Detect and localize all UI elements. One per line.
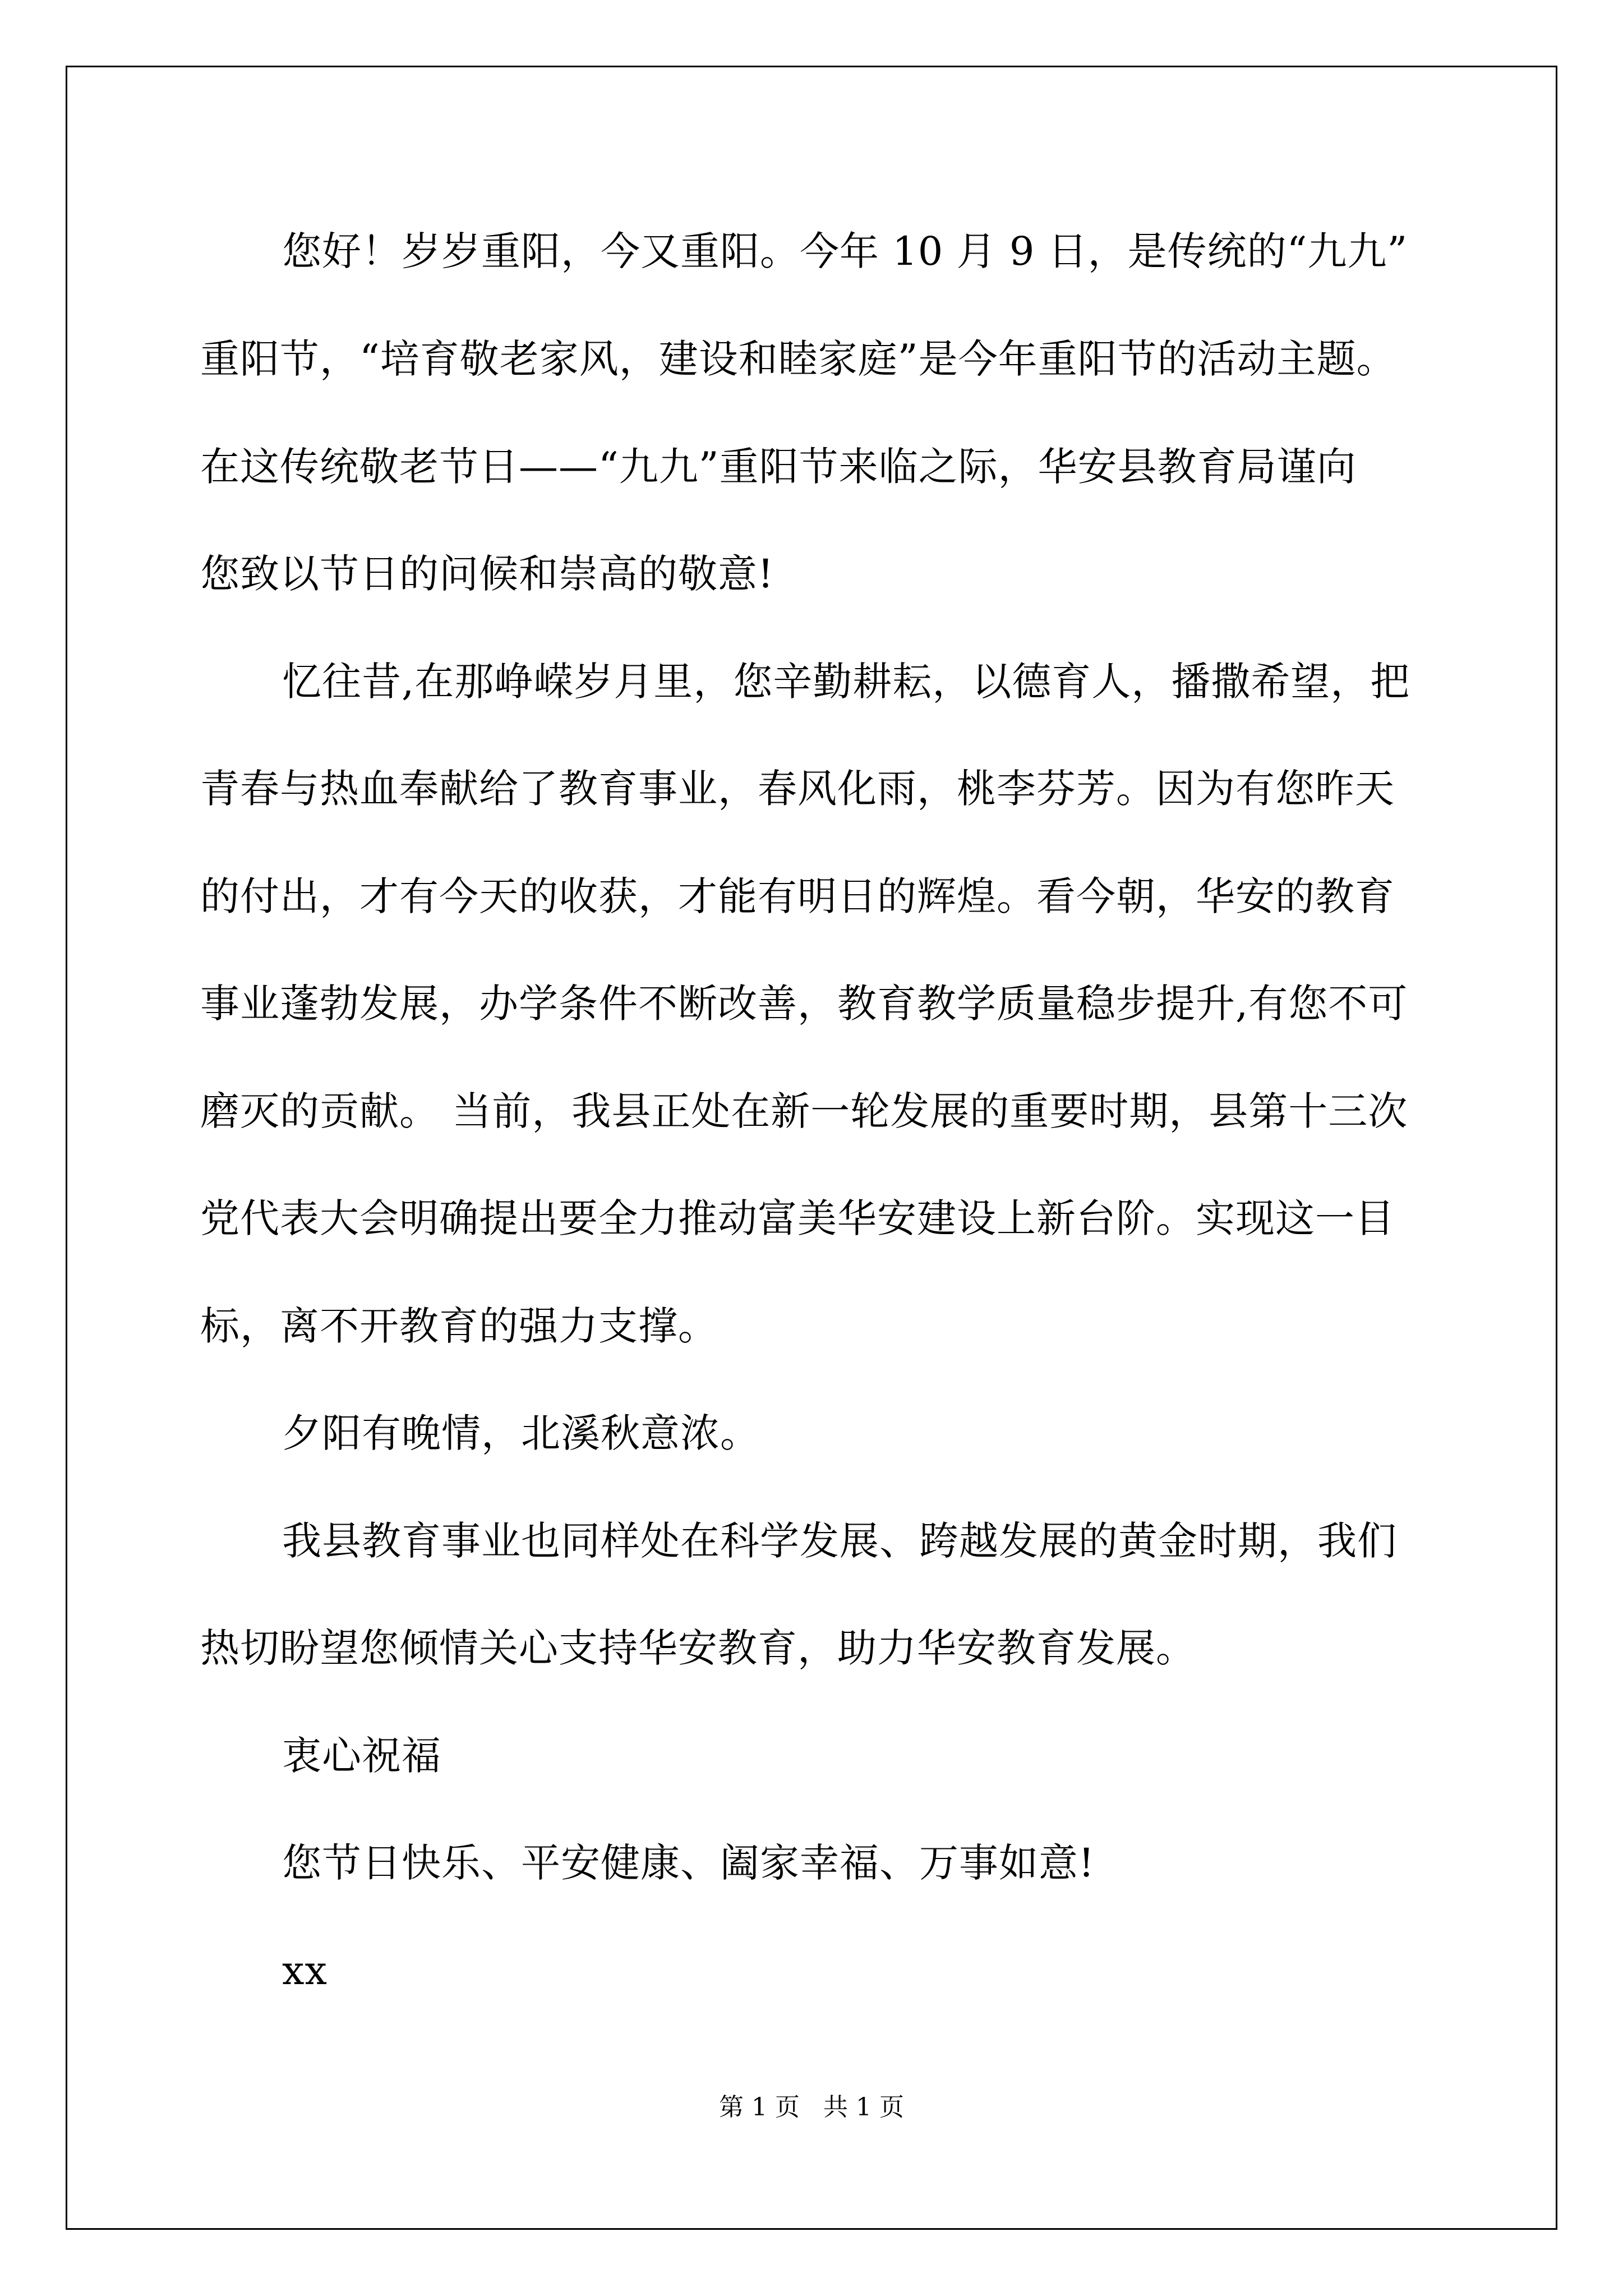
paragraph-2-line-7: 标，离不开教育的强力支撑。 — [200, 1303, 718, 1349]
paragraph-1-line-2: 重阳节，“培育敬老家风，建设和睦家庭”是今年重阳节的活动主题。 — [200, 336, 1396, 382]
signature: xx — [282, 1948, 328, 1994]
paragraph-2-line-4: 事业蓬勃发展，办学条件不断改善，教育教学质量稳步提升,有您不可 — [200, 981, 1408, 1027]
paragraph-4-line-1: 我县教育事业也同样处在科学发展、跨越发展的黄金时期，我们 — [282, 1518, 1397, 1564]
page-border — [66, 66, 1557, 2230]
paragraph-2-line-6: 党代表大会明确提出要全力推动富美华安建设上新台阶。实现这一目 — [200, 1195, 1395, 1241]
paragraph-2-line-3: 的付出，才有今天的收获，才能有明日的辉煌。看今朝，华安的教育 — [200, 873, 1395, 919]
paragraph-4-line-2: 热切盼望您倾情关心支持华安教育，助力华安教育发展。 — [200, 1625, 1196, 1671]
paragraph-1-line-1: 您好！岁岁重阳，今又重阳。今年 10 月 9 日，是传统的“九九” — [282, 228, 1408, 274]
blessing-text: 您节日快乐、平安健康、阖家幸福、万事如意! — [282, 1840, 1095, 1886]
paragraph-2-line-1: 忆往昔,在那峥嵘岁月里，您辛勤耕耘，以德育人，播撒希望，把 — [282, 659, 1410, 705]
paragraph-2-line-2: 青春与热血奉献给了教育事业，春风化雨，桃李芬芳。因为有您昨天 — [200, 766, 1395, 812]
paragraph-2-line-5: 磨灭的贡献。 当前，我县正处在新一轮发展的重要时期，县第十三次 — [200, 1088, 1408, 1134]
paragraph-1-line-4: 您致以节日的问候和崇高的敬意! — [200, 551, 774, 597]
blessing-heading: 衷心祝福 — [282, 1733, 441, 1779]
paragraph-3-line-1: 夕阳有晚情，北溪秋意浓。 — [282, 1410, 760, 1456]
page-number-footer: 第 1 页 共 1 页 — [719, 2093, 904, 2122]
paragraph-1-line-3: 在这传统敬老节日——“九九”重阳节来临之际，华安县教育局谨向 — [200, 444, 1357, 490]
